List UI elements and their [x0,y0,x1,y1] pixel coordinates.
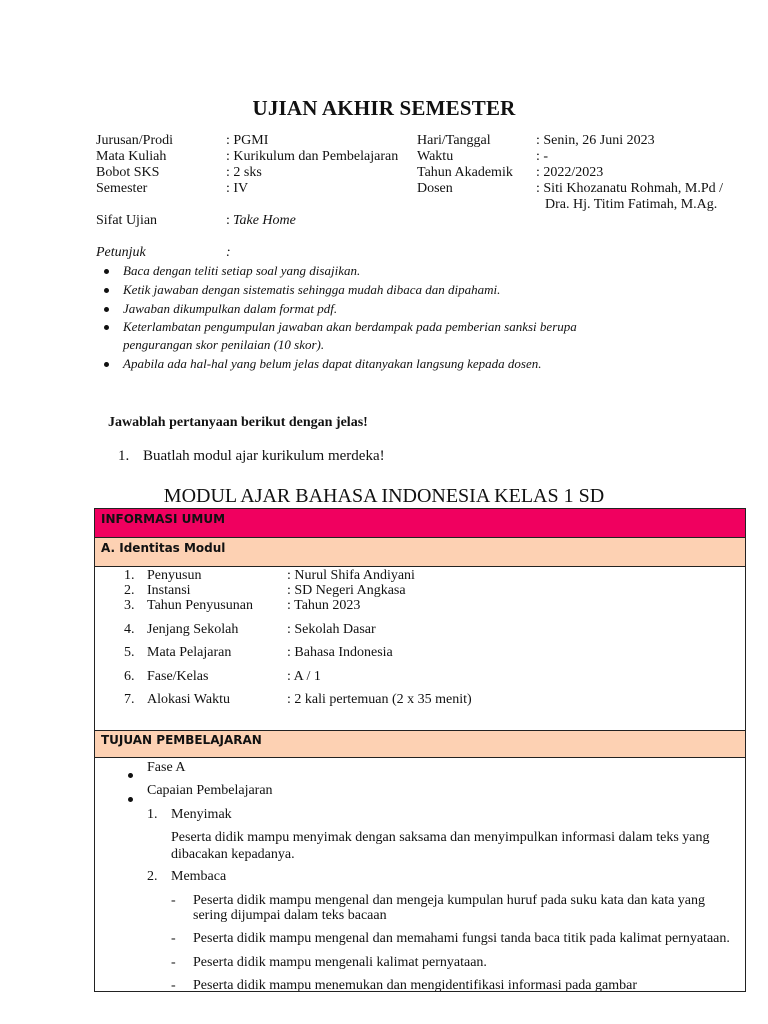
header-label-hari-tanggal: Hari/Tanggal [417,133,491,148]
header-value-tahun-akademik: : 2022/2023 [536,165,604,180]
identitas-label: Instansi [147,583,191,598]
membaca-item: Peserta didik mampu mengenali kalimat pernyataan. [193,955,487,970]
identitas-value: : Tahun 2023 [287,598,361,613]
identitas-label: Fase/Kelas [147,669,209,684]
header-value-dosen-2: Dra. Hj. Titim Fatimah, M.Ag. [545,197,718,212]
petunjuk-label: Petunjuk [96,245,146,260]
menyimak-desc-continued: dibacakan kepadanya. [171,847,295,862]
identitas-label: Jenjang Sekolah [147,622,239,637]
menyimak-desc: Peserta didik mampu menyimak dengan saksama dan menyimpulkan informasi dalam teks yang [171,830,710,845]
identitas-num: 6. [124,669,135,684]
membaca-num: 2. [147,869,158,884]
bullet-icon [104,307,109,312]
sifat-ujian-label: Sifat Ujian [96,213,158,228]
membaca-item: Peserta didik mampu mengenal dan memahami fungsi tanda baca titik pada kalimat pernyataan. [193,931,730,946]
bullet-icon [104,288,109,293]
modul-table [94,508,746,992]
header-label-tahun-akademik: Tahun Akademik [417,165,513,180]
identitas-num: 4. [124,622,135,637]
membaca-item: Peserta didik mampu menemukan dan mengidentifikasi informasi pada gambar [193,978,637,992]
section-informasi-umum: INFORMASI UMUM [95,509,745,538]
identitas-value: : 2 kali pertemuan (2 x 35 menit) [287,692,472,707]
header-value-jurusan: : PGMI [226,133,269,148]
header-value-bobot-sks: : 2 sks [226,165,262,180]
identitas-num: 7. [124,692,135,707]
fase-text: Fase A [147,760,186,775]
dash-icon: - [171,978,176,992]
bullet-icon [104,362,109,367]
question-intro: Jawablah pertanyaan berikut dengan jelas! [108,415,368,430]
identitas-value: : SD Negeri Angkasa [287,583,406,598]
membaca-item-continued: sering dijumpai dalam teks bacaan [193,908,387,923]
menyimak-label: Menyimak [171,807,232,822]
identitas-num: 5. [124,645,135,660]
header-label-mata-kuliah: Mata Kuliah [96,149,167,164]
page-title: UJIAN AKHIR SEMESTER [252,96,516,120]
identitas-value: : Sekolah Dasar [287,622,376,637]
dash-icon: - [171,931,176,946]
capaian-text: Capaian Pembelajaran [147,783,273,798]
header-value-hari-tanggal: : Senin, 26 Juni 2023 [536,133,655,148]
header-label-dosen: Dosen [417,181,453,196]
menyimak-num: 1. [147,807,158,822]
section-tujuan-pembelajaran: TUJUAN PEMBELAJARAN [95,730,745,758]
bullet-icon [128,773,133,778]
instruction-item: Apabila ada hal-hal yang belum jelas dapat ditanyakan langsung kepada dosen. [123,356,542,371]
sifat-ujian-colon: : [226,213,230,228]
modul-title: MODUL AJAR BAHASA INDONESIA KELAS 1 SD [163,485,605,507]
membaca-item: Peserta didik mampu mengenal dan mengeja kumpulan huruf pada suku kata dan kata yang [193,893,706,908]
instruction-item: Baca dengan teliti setiap soal yang disajikan. [123,263,361,278]
header-value-mata-kuliah: : Kurikulum dan Pembelajaran [226,149,399,164]
identitas-label: Tahun Penyusunan [147,598,253,613]
dash-icon: - [171,893,176,908]
instruction-item-continued: pengurangan skor penilaian (10 skor). [123,337,325,352]
header-label-semester: Semester [96,181,148,196]
section-identitas-modul: A. Identitas Modul [95,538,745,567]
identitas-value: : Nurul Shifa Andiyani [287,568,415,583]
instruction-item: Jawaban dikumpulkan dalam format pdf. [123,301,338,316]
identitas-num: 1. [124,568,135,583]
question-number: 1. [118,448,130,464]
identitas-label: Alokasi Waktu [147,692,230,707]
petunjuk-colon: : [226,245,231,260]
membaca-label: Membaca [171,869,227,884]
identitas-num: 3. [124,598,135,613]
bullet-icon [104,269,109,274]
header-value-semester: : IV [226,181,249,196]
instruction-item: Ketik jawaban dengan sistematis sehingga mudah dibaca dan dipahami. [123,282,501,297]
identitas-label: Penyusun [147,568,202,583]
question-text: Buatlah modul ajar kurikulum merdeka! [143,448,385,464]
identitas-num: 2. [124,583,135,598]
bullet-icon [104,325,109,330]
header-value-dosen: : Siti Khozanatu Rohmah, M.Pd / [536,181,724,196]
header-label-waktu: Waktu [417,149,454,164]
bullet-icon [128,797,133,802]
identitas-value: : Bahasa Indonesia [287,645,393,660]
header-label-jurusan: Jurusan/Prodi [96,133,173,148]
dash-icon: - [171,955,176,970]
header-value-waktu: : - [536,149,549,164]
identitas-label: Mata Pelajaran [147,645,232,660]
instruction-item: Keterlambatan pengumpulan jawaban akan berdampak pada pemberian sanksi berupa [123,319,577,334]
identitas-value: : A / 1 [287,669,321,684]
header-label-bobot-sks: Bobot SKS [96,165,160,180]
sifat-ujian-value: Take Home [233,213,296,228]
